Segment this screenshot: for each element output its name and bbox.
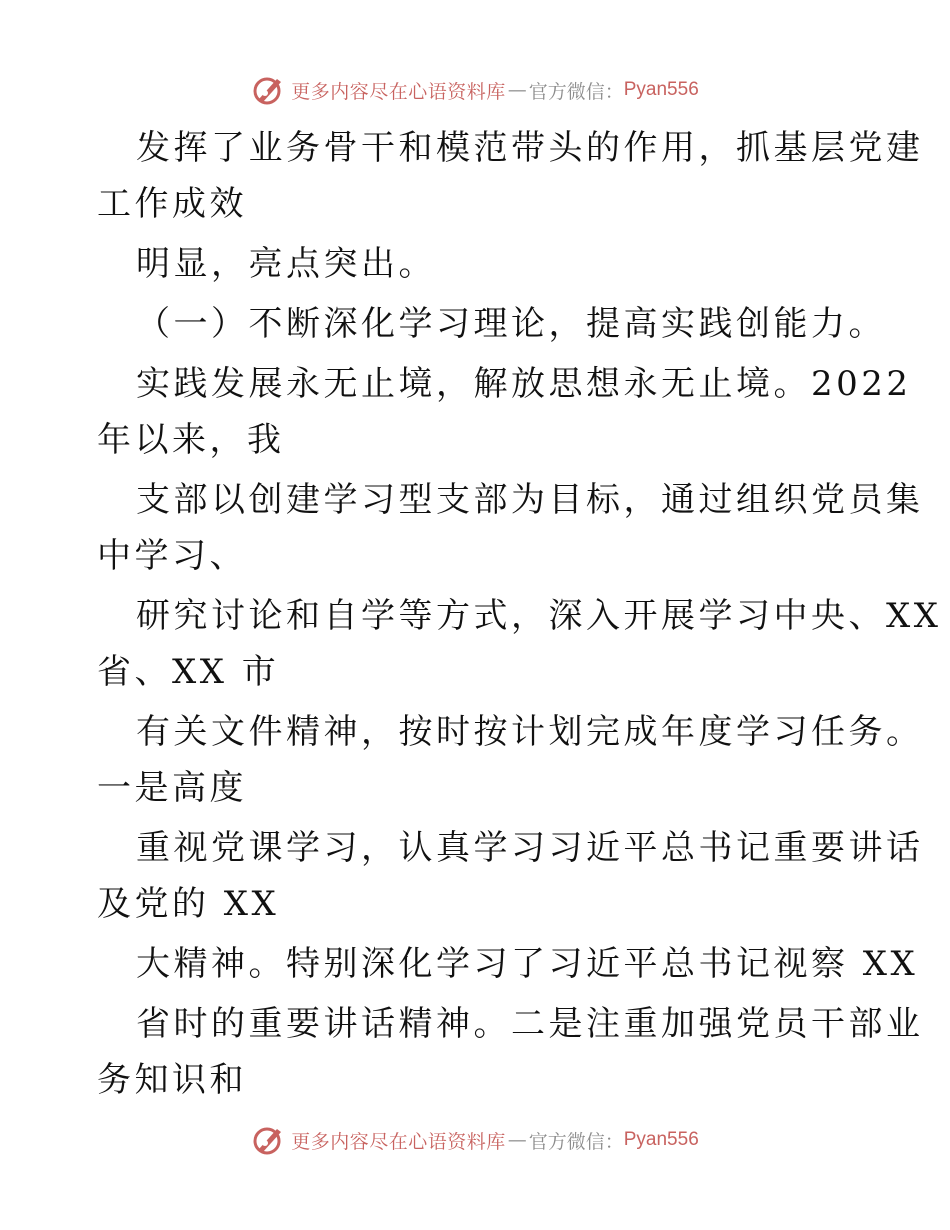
banner-wechat-id: Pyan556 — [623, 79, 699, 100]
text-line: 省时的重要讲话精神。二是注重加强党员干部业 — [136, 1004, 924, 1044]
text-line: 实践发展永无止境，解放思想永无止境。2022 — [136, 364, 912, 404]
text-line: 及党的 XX — [97, 884, 280, 924]
text-line: 大精神。特别深化学习了习近平总书记视察 XX — [136, 944, 919, 984]
banner-wechat-label: 官方微信： — [528, 1130, 624, 1153]
text-line: 务知识和 — [97, 1060, 247, 1100]
text-line: 一是高度 — [97, 768, 247, 808]
text-line: 支部以创建学习型支部为目标，通过组织党员集 — [136, 480, 924, 520]
banner-wechat-label: 官方微信： — [528, 80, 624, 103]
text-line: 明显，亮点突出。 — [136, 244, 436, 284]
text-line: 重视党课学习，认真学习习近平总书记重要讲话 — [136, 828, 924, 868]
banner-text: 更多内容尽在心语资料库 — [291, 1130, 506, 1153]
banner-separator: — — [507, 79, 527, 101]
banner-text: 更多内容尽在心语资料库 — [291, 80, 506, 103]
text-line: 工作成效 — [97, 184, 247, 224]
text-line: 研究讨论和自学等方式，深入开展学习中央、XX — [136, 596, 942, 636]
text-line: 发挥了业务骨干和模范带头的作用，抓基层党建 — [136, 128, 924, 168]
banner-separator: — — [507, 1129, 527, 1151]
text-line: （一）不断深化学习理论，提高实践创能力。 — [136, 304, 886, 344]
text-line: 年以来，我 — [97, 420, 285, 460]
banner-wechat-id: Pyan556 — [623, 1129, 699, 1150]
text-line: 中学习、 — [97, 536, 247, 576]
pen-logo-icon — [251, 1123, 285, 1157]
footer-banner — [0, 1120, 950, 1160]
text-line: 省、XX 市 — [97, 652, 280, 692]
text-line: 有关文件精神，按时按计划完成年度学习任务。 — [136, 712, 924, 752]
